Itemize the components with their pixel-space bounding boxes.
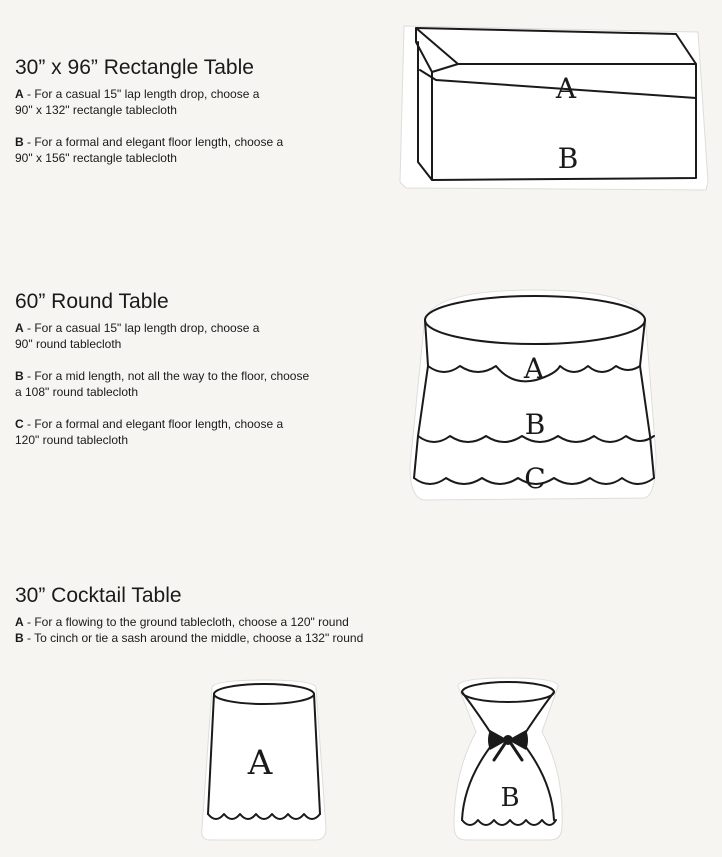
option-text: - For a casual 15" lap length drop, choose a [23,321,260,335]
round-option-c [15,416,309,432]
round-label-a: A [523,352,545,385]
round-option-a [15,320,309,336]
rectangle-option-a [15,86,283,102]
option-key: B [15,369,24,383]
option-key: C [15,417,24,431]
rectangle-option-b [15,134,283,150]
cocktail-table-section [15,584,363,646]
option-text: - For a mid length, not all the way to the floor, choose [23,369,310,383]
option-key: A [15,321,24,335]
rectangle-option-b-line2: 90" x 156" rectangle tablecloth [15,151,177,165]
option-text: - For a flowing to the ground tablecloth, choose a 120" round [23,615,349,629]
round-option-a-line2: 90" round tablecloth [15,337,122,351]
round-label-c: C [524,462,546,495]
option-key: B [15,631,24,645]
option-key: A [15,87,24,101]
round-table-illustration [404,286,666,508]
rectangle-table-section [15,56,283,166]
rectangle-label-b: B [557,142,579,175]
cocktail-table-b-illustration [450,676,566,844]
option-key: A [15,615,24,629]
cocktail-option-a [15,614,363,630]
option-text: - For a casual 15" lap length drop, choose a [23,87,260,101]
round-table-section [15,290,309,448]
rectangle-label-a: A [555,72,577,105]
option-text: - To cinch or tie a sash around the middle, choose a 132" round [23,631,364,645]
round-option-b [15,368,309,384]
round-table-title: 60” Round Table [15,290,169,313]
rectangle-option-a-line2: 90" x 132" rectangle tablecloth [15,103,177,117]
option-text: - For a formal and elegant floor length, choose a [23,417,284,431]
rectangle-table-title: 30” x 96” Rectangle Table [15,56,254,79]
option-key: B [15,135,24,149]
cocktail-label-b: B [500,783,520,813]
option-text: - For a formal and elegant floor length, choose a [23,135,284,149]
round-option-c-line2: 120" round tablecloth [15,433,129,447]
round-option-b-line2: a 108" round tablecloth [15,385,139,399]
cocktail-table-title: 30” Cocktail Table [15,584,182,607]
cocktail-label-a: A [247,743,273,783]
cocktail-option-b [15,630,363,646]
rectangle-table-illustration [396,22,712,194]
round-label-b: B [524,408,546,441]
cocktail-table-a-illustration [198,678,330,842]
